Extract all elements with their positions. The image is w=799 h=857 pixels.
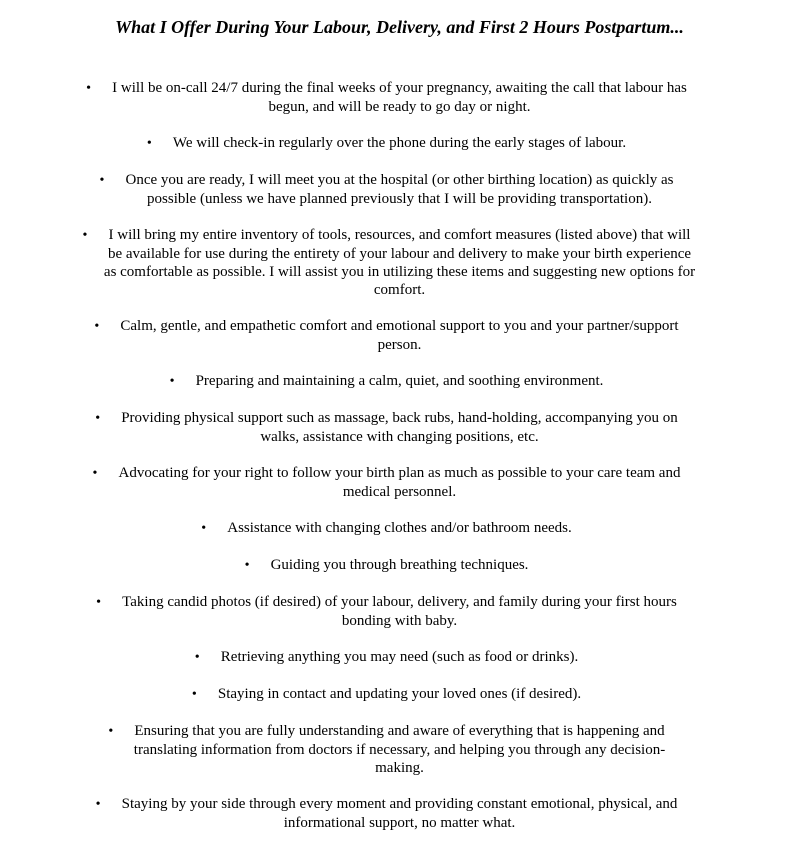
bullet-icon: • [95, 797, 101, 812]
bullet-icon: • [82, 228, 88, 243]
list-item [92, 464, 699, 501]
list-item-text: Once you are ready, I will meet you at the hospital (or other birthing location) as quickly as possible (unless we have planned previously that I will be providing transportation). [125, 172, 674, 207]
services-list [0, 79, 799, 832]
bullet-icon: • [95, 411, 101, 426]
list-item [90, 556, 710, 575]
list-item [90, 372, 710, 391]
bullet-icon: • [108, 724, 114, 739]
bullet-icon: • [169, 374, 175, 389]
list-item [90, 134, 710, 153]
list-item-text: Retrieving anything you may need (such as food or drinks). [220, 649, 579, 665]
list-item [96, 593, 692, 630]
list-item-text: I will be on-call 24/7 during the final weeks of your pregnancy, awaiting the call that labour has begun, and will be ready to go day or night. [112, 80, 687, 115]
list-item-text: I will bring my entire inventory of tools, resources, and comfort measures (listed above) that will be available for use during the entirety of your labour and delivery to make your birth experience as comfortable as possible. I will assist you in utilizing these items and suggesting new options for comfort. [103, 227, 696, 298]
list-item-text: Staying by your side through every moment and providing constant emotional, physical, and informational support, no matter what. [121, 796, 678, 831]
document-title: What I Offer During Your Labour, Delivery, and First 2 Hours Postpartum... [115, 17, 684, 37]
bullet-icon: • [146, 136, 152, 151]
list-item-text: Assistance with changing clothes and/or bathroom needs. [227, 520, 572, 536]
list-item-text: We will check-in regularly over the phone during the early stages of labour. [172, 135, 627, 151]
list-item [95, 409, 694, 446]
list-item-text: Calm, gentle, and empathetic comfort and emotional support to you and your partner/support person. [120, 318, 679, 353]
list-item [95, 795, 693, 832]
list-item [82, 226, 698, 299]
list-item [90, 685, 710, 704]
list-item [90, 648, 710, 667]
list-item-text: Guiding you through breathing techniques. [270, 557, 529, 573]
bullet-icon: • [94, 319, 100, 334]
list-item-text: Taking candid photos (if desired) of your labour, delivery, and family during your first hours bonding with baby. [122, 594, 677, 629]
list-item [108, 722, 680, 777]
bullet-icon: • [86, 81, 92, 96]
list-item [86, 79, 703, 116]
list-item [90, 519, 710, 538]
list-item-text: Staying in contact and updating your loved ones (if desired). [217, 686, 582, 702]
bullet-icon: • [191, 687, 197, 702]
list-item-text: Preparing and maintaining a calm, quiet, and soothing environment. [195, 373, 604, 389]
list-item-text: Ensuring that you are fully understanding and aware of everything that is happening and translating information from doctors if necessary, and helping you through any decision-making. [133, 723, 666, 776]
bullet-icon: • [99, 173, 105, 188]
bullet-icon: • [201, 521, 207, 536]
list-item-text: Providing physical support such as massage, back rubs, hand-holding, accompanying you on walks, assistance with changing positions, etc. [121, 410, 678, 445]
bullet-icon: • [244, 558, 250, 573]
list-item-text: Advocating for your right to follow your birth plan as much as possible to your care team and medical personnel. [118, 465, 681, 500]
bullet-icon: • [194, 650, 200, 665]
bullet-icon: • [92, 466, 98, 481]
list-item [99, 171, 692, 208]
list-item [94, 317, 697, 354]
bullet-icon: • [96, 595, 102, 610]
